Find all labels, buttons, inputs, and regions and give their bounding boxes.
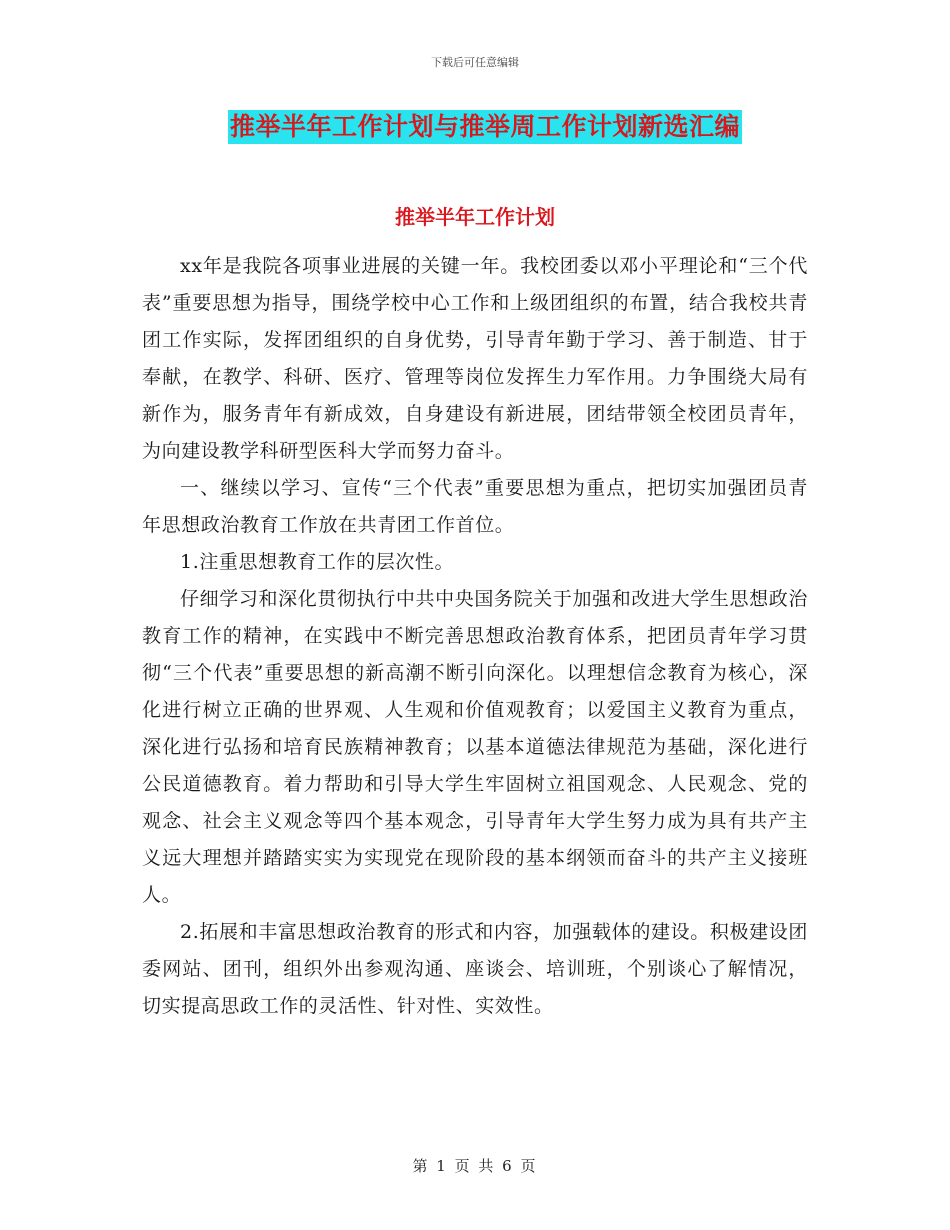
document-title-container	[0, 110, 950, 144]
section-title: 推举半年工作计划	[395, 205, 555, 229]
document-title: 推举半年工作计划与推举周工作计划新选汇编	[228, 110, 742, 144]
paragraph-item-1-detail: 仔细学习和深化贯彻执行中共中央国务院关于加强和改进大学生思想政治教育工作的精神，在实践中不断完善思想政治教育体系，把团员青年学习贯彻“三个代表”重要思想的新高潮不断引向深化。以理想信念教育为核心，深化进行树立正确的世界观、人生观和价值观教育；以爱国主义教育为重点，深化进行弘扬和培育民族精神教育；以基本道德法律规范为基础，深化进行公民道德教育。着力帮助和引导大学生牢固树立祖国观念、人民观念、党的观念、社会主义观念等四个基本观念，引导青年大学生努力成为具有共产主义远大理想并踏踏实实为实现党在现阶段的基本纲领而奋斗的共产主义接班人。	[142, 588, 808, 906]
paragraph-item-2: 2.拓展和丰富思想政治教育的形式和内容，加强载体的建设。积极建设团委网站、团刊，组织外出参观沟通、座谈会、培训班，个别谈心了解情况，切实提高思政工作的灵活性、针对性、实效性。	[142, 921, 808, 1017]
paragraph-intro: xx年是我院各项事业进展的关键一年。我校团委以邓小平理论和“三个代表”重要思想为指导，围绕学校中心工作和上级团组织的布置，结合我校共青团工作实际，发挥团组织的自身优势，引导青年勤于学习、善于制造、甘于奉献，在教学、科研、医疗、管理等岗位发挥生力军作用。力争围绕大局有新作为，服务青年有新成效，自身建设有新进展，团结带领全校团员青年，为向建设教学科研型医科大学而努力奋斗。	[142, 255, 808, 462]
paragraph-item-1: 1.注重思想教育工作的层次性。	[180, 551, 455, 573]
document-body	[142, 248, 808, 1025]
header-note: 下载后可任意编辑	[431, 56, 519, 69]
paragraph-heading-one: 一、继续以学习、宣传“三个代表”重要思想为重点，把切实加强团员青年思想政治教育工作放在共青团工作首位。	[142, 477, 808, 536]
page-footer: 第 1 页 共 6 页	[412, 1157, 538, 1175]
